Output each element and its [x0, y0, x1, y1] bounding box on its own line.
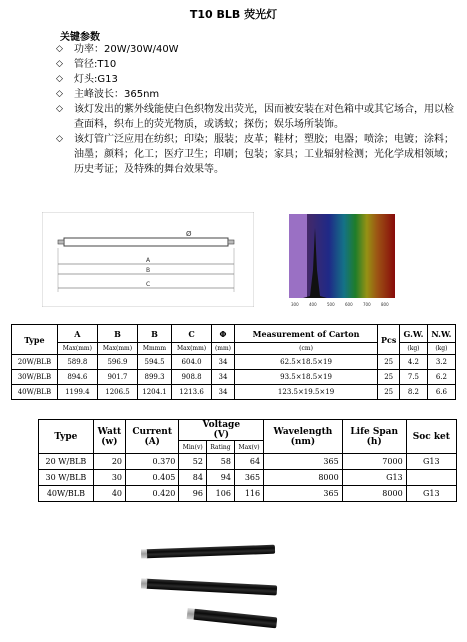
table-cell: 20: [93, 454, 125, 470]
header-label: Wavelength: [273, 426, 333, 437]
table-cell: 1204.1: [138, 385, 172, 400]
table-subheader: (mm): [212, 343, 235, 355]
table-cell: 365: [264, 454, 343, 470]
table-header: Φ: [212, 325, 235, 343]
table-cell: 899.3: [138, 370, 172, 385]
table-cell: 596.9: [97, 355, 137, 370]
spectrum-tick: 500: [327, 302, 335, 307]
table-cell: [406, 470, 456, 486]
param-text: 功率：20W/30W/40W: [74, 44, 179, 55]
table-subheader: (kg): [400, 343, 428, 355]
tube-cap: [141, 578, 147, 588]
spectrum-tick: 700: [363, 302, 371, 307]
table-header: C: [171, 325, 211, 343]
table-header: A: [57, 325, 97, 343]
table-header: Soc ket: [406, 420, 456, 454]
table-cell: 94: [206, 470, 234, 486]
table-header: [342, 420, 406, 454]
header-label: Current: [132, 426, 172, 437]
table-cell: 25: [378, 370, 400, 385]
table-subheader: Max(v): [234, 441, 263, 454]
table-subheader: Max(mm): [171, 343, 211, 355]
table-cell: 25: [378, 355, 400, 370]
dimension-a-label: A: [146, 257, 151, 264]
param-text: 管径:T10: [74, 59, 117, 70]
header-unit: (V): [213, 430, 229, 440]
table-subheader: Max(mm): [97, 343, 137, 355]
table-cell: 123.5×19.5×19: [234, 385, 377, 400]
table-cell: 30 W/BLB: [39, 470, 94, 486]
table-cell: 589.8: [57, 355, 97, 370]
diamond-bullet-icon: ◇: [56, 134, 63, 144]
table-row: [12, 370, 456, 385]
left-cap: [58, 240, 64, 244]
table-header: N.W.: [427, 325, 455, 343]
table-header: Measurement of Carton: [234, 325, 377, 343]
right-cap: [228, 240, 234, 244]
param-item: [56, 42, 456, 57]
dimension-b-label: B: [146, 267, 151, 274]
param-text: 灯头:G13: [74, 74, 118, 85]
phi-label: Ø: [186, 230, 192, 238]
document-title: T10 BLB 荧光灯: [189, 8, 278, 21]
table-header: Type: [12, 325, 58, 355]
table-cell: 93.5×18.5×19: [234, 370, 377, 385]
table-cell: 34: [212, 370, 235, 385]
table-row: [12, 385, 456, 400]
diamond-bullet-icon: ◇: [56, 59, 63, 69]
dimension-table: [11, 324, 456, 400]
table-cell: 30W/BLB: [12, 370, 58, 385]
table-cell: 594.5: [138, 355, 172, 370]
params-list: [56, 42, 456, 177]
table-cell: 901.7: [97, 370, 137, 385]
spectrum-tick: 800: [381, 302, 389, 307]
table-header: B: [97, 325, 137, 343]
table-cell: 1206.5: [97, 385, 137, 400]
lamp-dimension-diagram: [42, 212, 254, 307]
param-item: [56, 87, 456, 102]
table-cell: 365: [264, 486, 343, 502]
table-cell: 894.6: [57, 370, 97, 385]
param-item: [56, 132, 456, 177]
table-cell: 8000: [264, 470, 343, 486]
spectrum-tick: 600: [345, 302, 353, 307]
diamond-bullet-icon: ◇: [56, 104, 63, 114]
table-cell: 34: [212, 355, 235, 370]
table-cell: 106: [206, 486, 234, 502]
table-header: [126, 420, 179, 454]
table-header: Type: [39, 420, 94, 454]
spectrum-tick: 300: [291, 302, 299, 307]
param-item: [56, 102, 456, 132]
tube-cap: [187, 608, 195, 620]
param-text: 该灯管广泛应用在纺织；印染；服装；皮革；鞋材；塑胶；电器；喷涂；电镀；涂料；油墨；颜料；化工；医疗卫生；印刷；包装；家具；工业辐射检测；光化学成相领域；历史考证；及特殊的舞台效果等。: [74, 134, 454, 175]
table-cell: 25: [378, 385, 400, 400]
table-cell: 58: [206, 454, 234, 470]
table-cell: 96: [179, 486, 207, 502]
section-title: 关键参数: [60, 32, 100, 43]
header-label: Life Span: [350, 426, 398, 437]
table-cell: 0.420: [126, 486, 179, 502]
table-row: [39, 470, 457, 486]
table-cell: 52: [179, 454, 207, 470]
table-cell: 8000: [342, 486, 406, 502]
table-row: [39, 486, 457, 502]
table-cell: 0.405: [126, 470, 179, 486]
table-header: [93, 420, 125, 454]
param-text: 该灯发出的紫外线能使白色织物发出荧光，因而被安装在对色箱中或其它场合，用以检查面料，织布上的荧光物质，或诱蚁；探伤；娱乐场所装饰。: [74, 104, 454, 130]
dimension-c-label: C: [146, 281, 151, 288]
diamond-bullet-icon: ◇: [56, 74, 63, 84]
header-unit: (A): [144, 436, 160, 447]
table-cell: 40W/BLB: [39, 486, 94, 502]
table-cell: 116: [234, 486, 263, 502]
table-cell: 30: [93, 470, 125, 486]
table-cell: 4.2: [400, 355, 428, 370]
spectrum-tick: 400: [309, 302, 317, 307]
table-cell: 6.6: [427, 385, 455, 400]
table-subheader: Mmmm: [138, 343, 172, 355]
table-cell: G13: [342, 470, 406, 486]
table-subheader: (cm): [234, 343, 377, 355]
table-header: Pcs: [378, 325, 400, 355]
header-label: Voltage: [202, 420, 241, 430]
table-row: [12, 355, 456, 370]
table-cell: 7.5: [400, 370, 428, 385]
table-cell: 6.2: [427, 370, 455, 385]
table-subheader: Rating: [206, 441, 234, 454]
table-subheader: Max(mm): [57, 343, 97, 355]
table-cell: 84: [179, 470, 207, 486]
table-cell: 3.2: [427, 355, 455, 370]
table-cell: 365: [234, 470, 263, 486]
table-cell: 62.5×18.5×19: [234, 355, 377, 370]
table-cell: 8.2: [400, 385, 428, 400]
param-item: [56, 57, 456, 72]
table-subheader: Min(v): [179, 441, 207, 454]
param-text: 主峰波长：365nm: [74, 89, 160, 100]
table-cell: 20 W/BLB: [39, 454, 94, 470]
diamond-bullet-icon: ◇: [56, 89, 63, 99]
table-cell: 40W/BLB: [12, 385, 58, 400]
table-subheader: (kg): [427, 343, 455, 355]
table-header: G.W.: [400, 325, 428, 343]
header-unit: (h): [366, 436, 382, 447]
diamond-bullet-icon: ◇: [56, 44, 63, 54]
table-cell: 908.8: [171, 370, 211, 385]
uv-band: [289, 214, 307, 298]
table-cell: 40: [93, 486, 125, 502]
header-unit: (w): [101, 436, 118, 447]
spectrum-chart: [283, 210, 400, 310]
table-header: [179, 420, 264, 441]
header-unit: (nm): [290, 436, 316, 447]
table-cell: 20W/BLB: [12, 355, 58, 370]
table-header: B: [138, 325, 172, 343]
table-row: [39, 454, 457, 470]
table-cell: 0.370: [126, 454, 179, 470]
product-photo: [141, 533, 278, 635]
param-item: [56, 72, 456, 87]
table-cell: 1199.4: [57, 385, 97, 400]
electrical-table: [38, 419, 457, 502]
tube-cap: [141, 549, 147, 558]
table-cell: 34: [212, 385, 235, 400]
table-cell: 7000: [342, 454, 406, 470]
table-cell: G13: [406, 454, 456, 470]
table-cell: 64: [234, 454, 263, 470]
table-header: [264, 420, 343, 454]
tube-outline: [64, 238, 228, 246]
header-label: Watt: [97, 426, 122, 437]
table-cell: G13: [406, 486, 456, 502]
table-cell: 604.0: [171, 355, 211, 370]
table-cell: 1213.6: [171, 385, 211, 400]
